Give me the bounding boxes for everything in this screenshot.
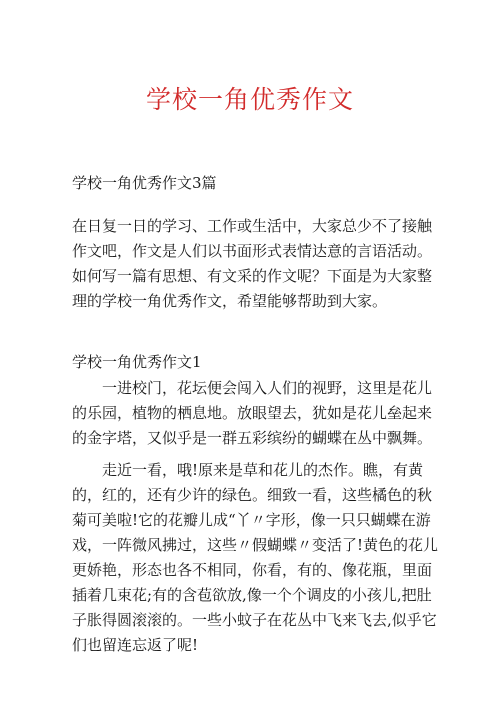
- document-title: 学校一角优秀作文: [145, 85, 354, 114]
- section-heading: 学校一角优秀作文1: [72, 353, 202, 371]
- intro-paragraph: 在日复一日的学习、工作或生活中，大家总少不了接触作文吧，作文是人们以书面形式表情达意的言语活动。如何写一篇有思想、有文采的作文呢？下面是为大家整理的学校一角优秀作文，希望能够帮助到大家。: [72, 217, 433, 310]
- document-subtitle: 学校一角优秀作文3篇: [72, 174, 217, 192]
- body-paragraph-1: 一进校门，花坛便会闯入人们的视野，这里是花儿的乐园，植物的栖息地。放眼望去，犹如是花儿垒起来的金字塔，又似乎是一群五彩缤纷的蝴蝶在丛中飘舞。: [72, 379, 433, 447]
- body-paragraph-2: 走近一看，哦!原来是草和花儿的杰作。瞧，有黄的，红的，还有少许的绿色。细致一看，这些橘色的秋菊可美啦!它的花瓣儿成“丫〃字形，像一只只蝴蝶在游戏，一阵微风拂过，这些〃假蝴蝶〃变活了!黄色的花儿更娇艳，形态也各不相同，你看，有的、像花瓶，里面插着几束花;有的含苞欲放,像一个个调皮的小孩儿,把肚子胀得圆滚滚的。一些小蚊子在花丛中飞来飞去,似乎它们也留连忘返了呢!: [72, 461, 439, 654]
